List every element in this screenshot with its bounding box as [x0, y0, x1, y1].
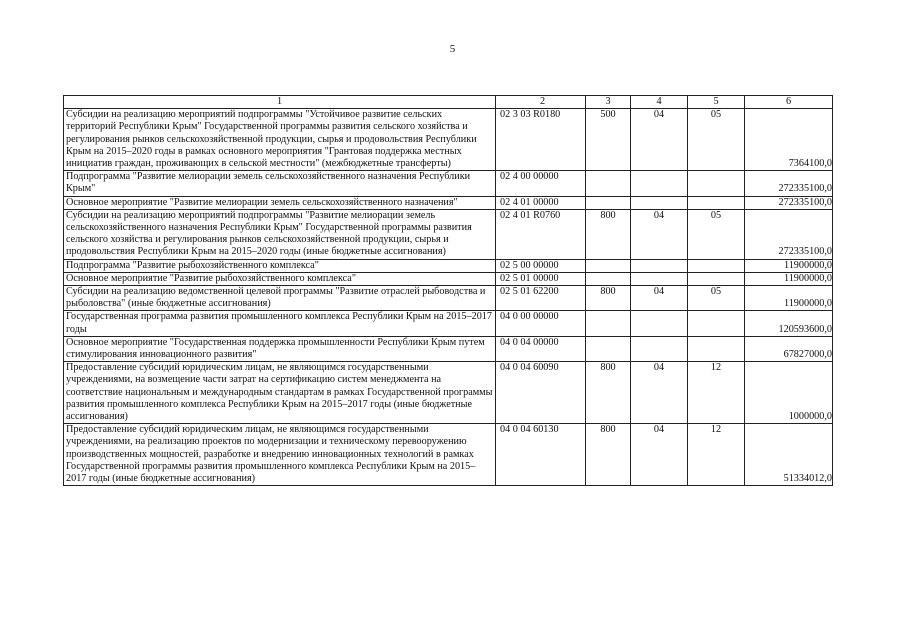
table-row	[64, 362, 833, 424]
row-expense-type: 800	[586, 286, 631, 311]
row-expense-type	[586, 196, 631, 209]
table-row	[64, 171, 833, 196]
row-amount: 120593600,0	[745, 311, 833, 336]
row-name: Основное мероприятие "Государственная поддержка промышленности Республики Крым путем стимулирования инновационного развития"	[64, 336, 496, 361]
row-code: 04 0 00 00000	[496, 311, 586, 336]
row-name: Субсидии на реализацию мероприятий подпрограммы "Устойчивое развитие сельских территорий Республики Крым" Государственной программы развития сельского хозяйства и регулирования рынков сельскохозяйственной продукции, сырья и продовольствия Республики Крым на 2015–2020 годы в рамках основного мероприятия "Грантовая поддержка местных инициатив граждан, проживающих в сельской местности" (межбюджетные трансферты)	[64, 109, 496, 171]
table-row	[64, 311, 833, 336]
row-section: 04	[631, 424, 688, 486]
header-col-5: 5	[688, 96, 745, 109]
row-code: 04 0 04 00000	[496, 336, 586, 361]
row-section	[631, 336, 688, 361]
row-expense-type: 800	[586, 362, 631, 424]
row-subsection	[688, 196, 745, 209]
row-code: 02 4 01 00000	[496, 196, 586, 209]
row-expense-type	[586, 336, 631, 361]
row-name: Предоставление субсидий юридическим лицам, не являющимся государственными учреждениями, на возмещение части затрат на сертификацию систем менеджмента на соответствие национальным и международным стандартам в рамках Государственной программы развития промышленного комплекса Республики Крым на 2015–2017 годы (иные бюджетные ассигнования)	[64, 362, 496, 424]
row-subsection: 05	[688, 286, 745, 311]
table-row	[64, 259, 833, 272]
row-amount: 1000000,0	[745, 362, 833, 424]
row-code: 04 0 04 60090	[496, 362, 586, 424]
row-subsection: 05	[688, 209, 745, 259]
row-section	[631, 311, 688, 336]
row-amount: 11900000,0	[745, 259, 833, 272]
row-expense-type	[586, 259, 631, 272]
row-expense-type	[586, 171, 631, 196]
row-code: 02 4 00 00000	[496, 171, 586, 196]
row-subsection	[688, 171, 745, 196]
row-amount: 272335100,0	[745, 171, 833, 196]
row-subsection	[688, 272, 745, 285]
budget-table	[63, 95, 833, 486]
row-code: 02 4 01 R0760	[496, 209, 586, 259]
row-section: 04	[631, 109, 688, 171]
table-row	[64, 272, 833, 285]
row-name: Основное мероприятие "Развитие рыбохозяйственного комплекса"	[64, 272, 496, 285]
row-subsection	[688, 311, 745, 336]
row-subsection: 12	[688, 362, 745, 424]
row-section	[631, 272, 688, 285]
row-subsection	[688, 259, 745, 272]
row-name: Основное мероприятие "Развитие мелиорации земель сельскохозяйственного назначения"	[64, 196, 496, 209]
row-amount: 272335100,0	[745, 196, 833, 209]
table-body	[64, 109, 833, 486]
table-row	[64, 286, 833, 311]
row-amount: 7364100,0	[745, 109, 833, 171]
row-expense-type	[586, 311, 631, 336]
row-expense-type: 800	[586, 209, 631, 259]
row-name: Подпрограмма "Развитие рыбохозяйственного комплекса"	[64, 259, 496, 272]
row-section	[631, 259, 688, 272]
row-section	[631, 171, 688, 196]
table-row	[64, 424, 833, 486]
row-subsection	[688, 336, 745, 361]
row-section	[631, 196, 688, 209]
row-section: 04	[631, 286, 688, 311]
row-name: Субсидии на реализацию ведомственной целевой программы "Развитие отраслей рыбоводства и рыболовства" (иные бюджетные ассигнования)	[64, 286, 496, 311]
row-code: 02 5 01 00000	[496, 272, 586, 285]
table-row	[64, 109, 833, 171]
row-expense-type: 800	[586, 424, 631, 486]
row-name: Государственная программа развития промышленного комплекса Республики Крым на 2015–2017 годы	[64, 311, 496, 336]
table-row	[64, 336, 833, 361]
row-subsection: 05	[688, 109, 745, 171]
page-number: 5	[449, 43, 456, 55]
row-code: 02 3 03 R0180	[496, 109, 586, 171]
table-row	[64, 196, 833, 209]
header-col-3: 3	[586, 96, 631, 109]
header-col-2: 2	[496, 96, 586, 109]
row-code: 02 5 01 62200	[496, 286, 586, 311]
row-name: Предоставление субсидий юридическим лицам, не являющимся государственными учреждениями, на реализацию проектов по модернизации и техническому перевооружению производственных мощностей, разработке и внедрению инновационных технологий в рамках Государственной программы развития промышленного комплекса Республики Крым на 2015–2017 годы (иные бюджетные ассигнования)	[64, 424, 496, 486]
row-amount: 11900000,0	[745, 286, 833, 311]
table-header-row	[64, 96, 833, 109]
header-col-1: 1	[64, 96, 496, 109]
row-section: 04	[631, 209, 688, 259]
row-expense-type: 500	[586, 109, 631, 171]
row-expense-type	[586, 272, 631, 285]
header-col-4: 4	[631, 96, 688, 109]
row-code: 02 5 00 00000	[496, 259, 586, 272]
row-amount: 11900000,0	[745, 272, 833, 285]
row-amount: 51334012,0	[745, 424, 833, 486]
row-code: 04 0 04 60130	[496, 424, 586, 486]
table-row	[64, 209, 833, 259]
row-amount: 67827000,0	[745, 336, 833, 361]
row-subsection: 12	[688, 424, 745, 486]
header-col-6: 6	[745, 96, 833, 109]
row-section: 04	[631, 362, 688, 424]
row-amount: 272335100,0	[745, 209, 833, 259]
row-name: Подпрограмма "Развитие мелиорации земель сельскохозяйственного назначения Республики Крым"	[64, 171, 496, 196]
row-name: Субсидии на реализацию мероприятий подпрограммы "Развитие мелиорации земель сельскохозяйственного назначения Республики Крым" Государственной программы развития сельского хозяйства и регулирования рынков сельскохозяйственной продукции, сырья и продовольствия Республики Крым на 2015–2020 годы (иные бюджетные ассигнования)	[64, 209, 496, 259]
